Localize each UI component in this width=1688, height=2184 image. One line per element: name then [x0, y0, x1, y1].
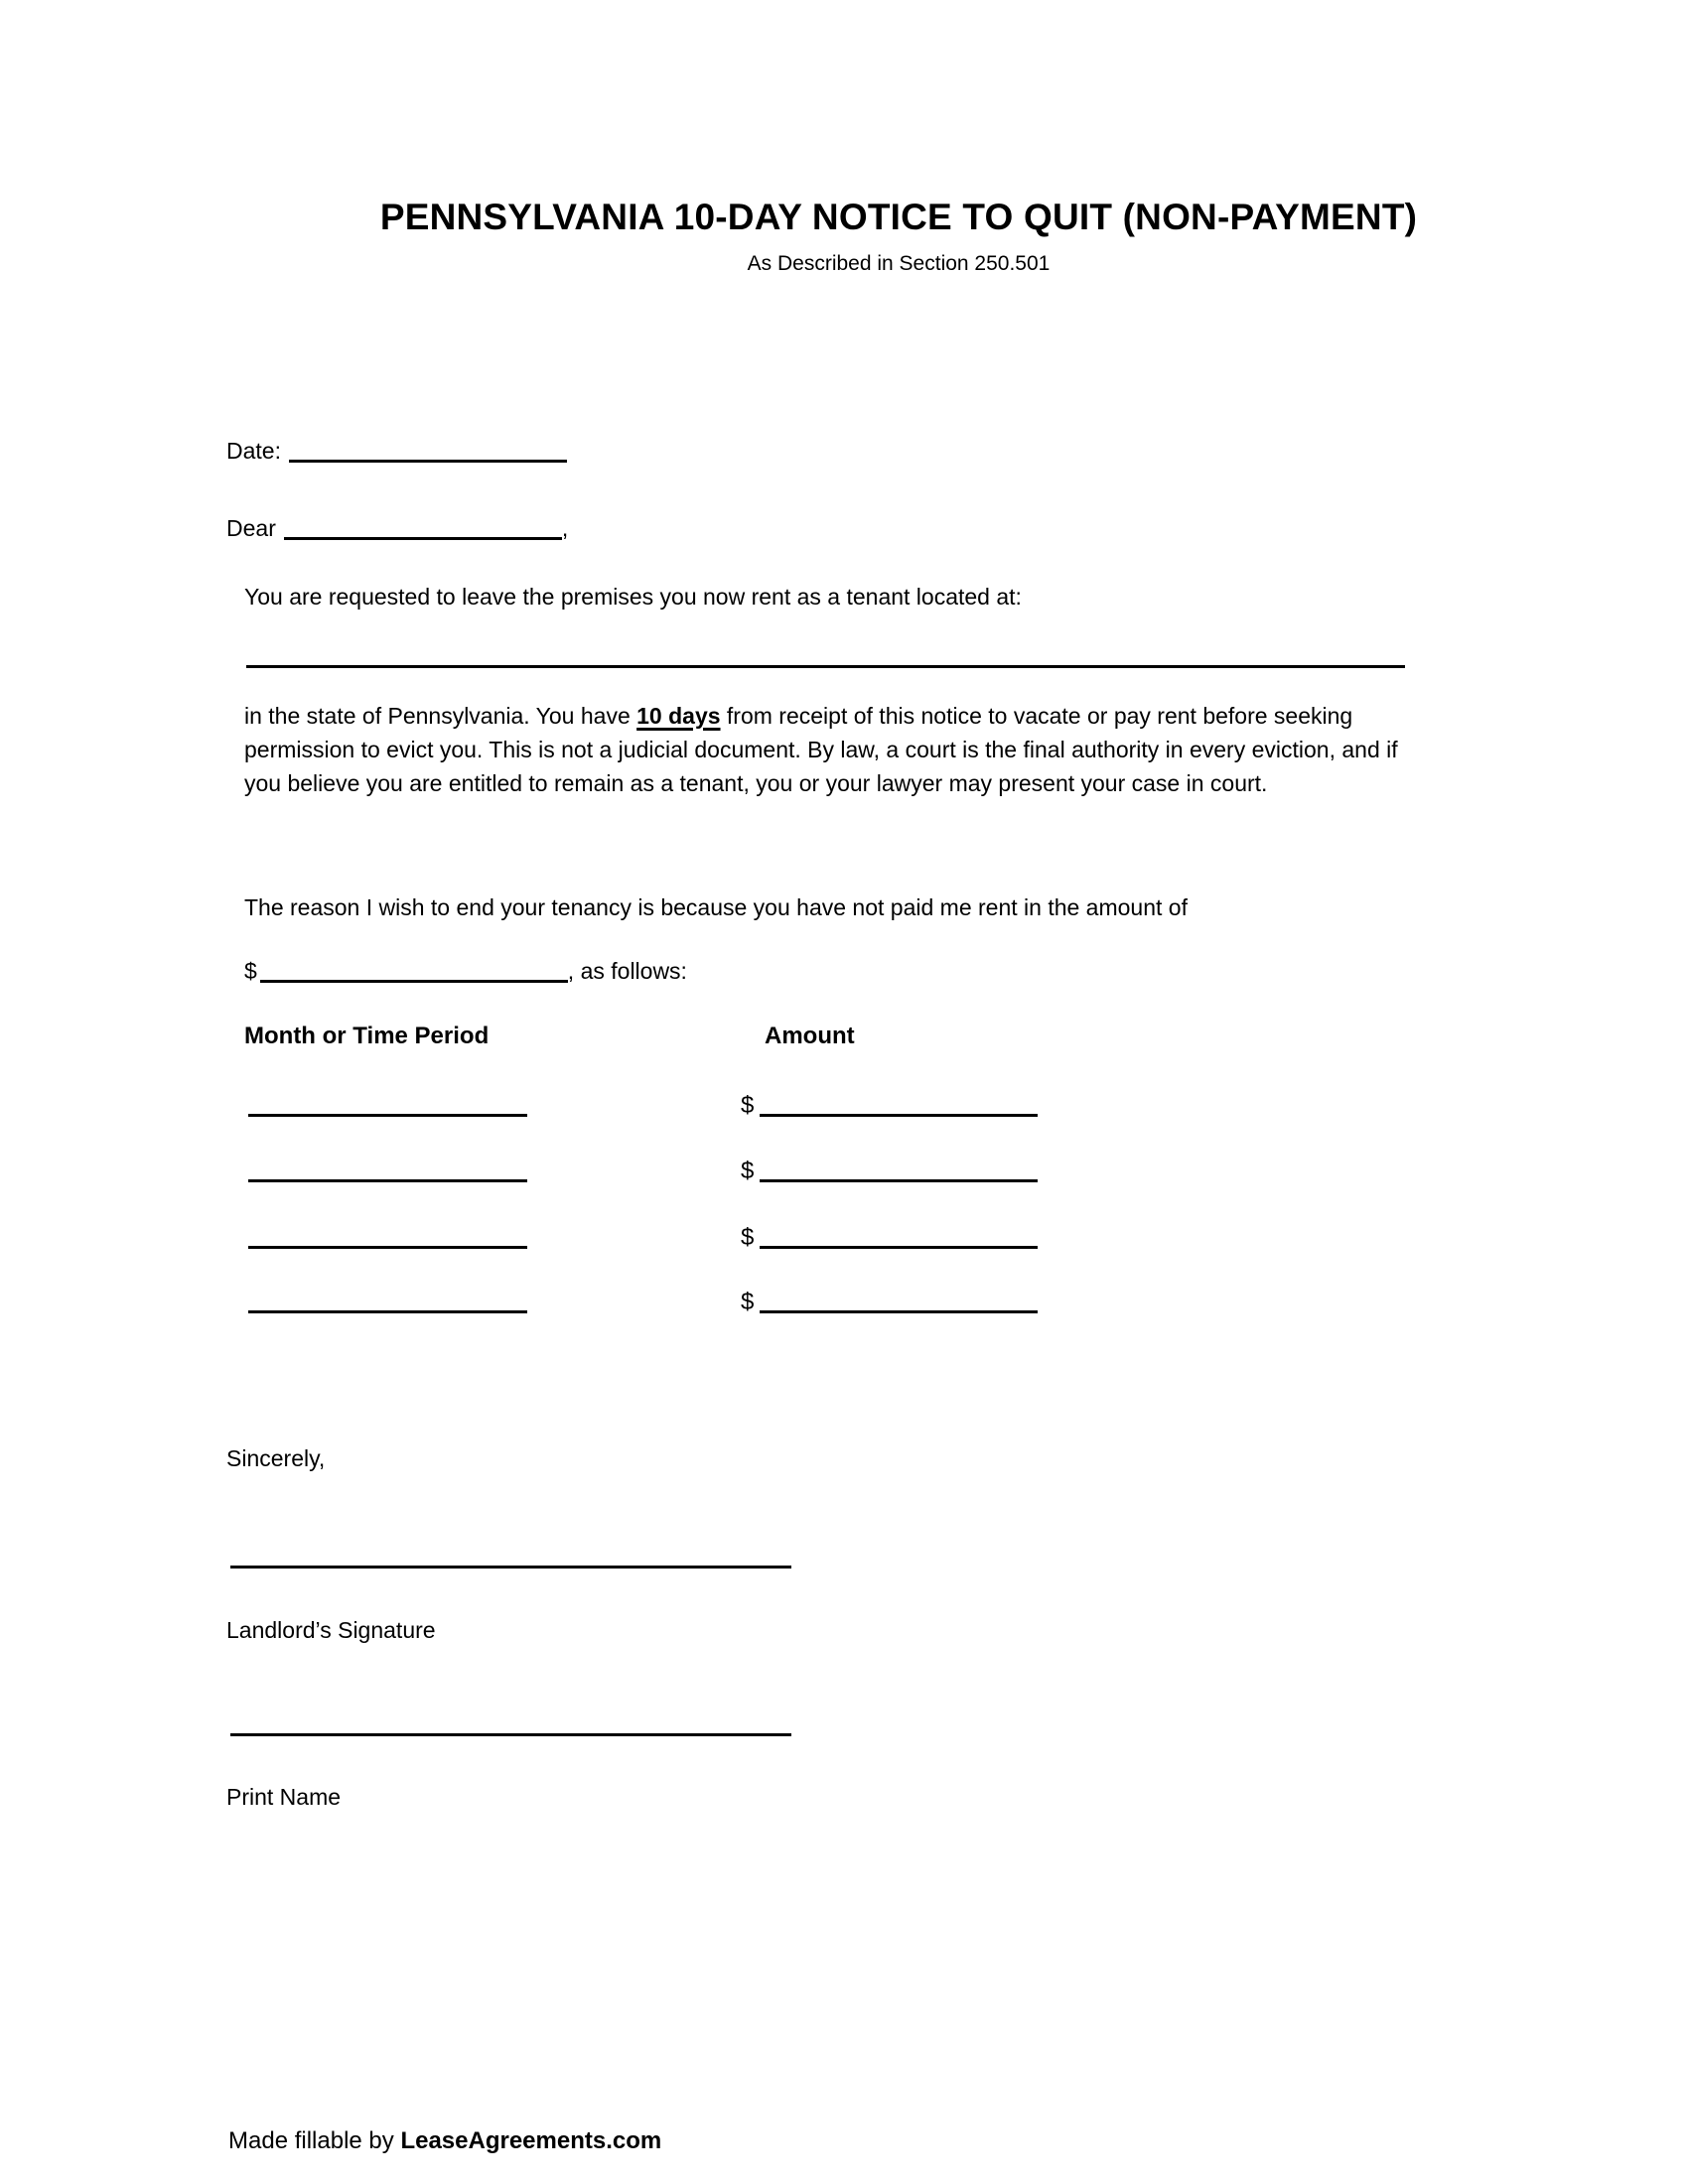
notice-text-post: from receipt of this notice to vacate or pay rent before seeking permission to evict you. This is not a judicial document. By law, a court is the final authority in every eviction, and if you believe you are entitled to remain as a tenant, you or your lawyer may present your case in court.	[244, 703, 1398, 796]
column-header-month: Month or Time Period	[244, 1023, 490, 1049]
dollar-sign: $	[741, 1224, 755, 1251]
dear-row	[226, 511, 568, 545]
amount-blank-1[interactable]	[760, 1114, 1038, 1117]
closing-text: Sincerely,	[226, 1445, 326, 1471]
table-row	[248, 1077, 1053, 1117]
footer	[228, 2127, 661, 2155]
month-blank-1[interactable]	[248, 1114, 527, 1117]
notice-text-pre: in the state of Pennsylvania. You have	[244, 703, 637, 729]
tenant-name-blank[interactable]	[284, 537, 562, 540]
intro-paragraph: You are requested to leave the premises you now rent as a tenant located at:	[244, 584, 1022, 610]
dear-label: Dear	[226, 515, 276, 541]
landlord-signature-blank[interactable]	[230, 1566, 791, 1569]
dollar-sign: $	[741, 1158, 755, 1184]
print-name-blank[interactable]	[230, 1733, 791, 1736]
month-blank-2[interactable]	[248, 1179, 527, 1182]
date-blank[interactable]	[289, 460, 567, 463]
document-title: PENNSYLVANIA 10-DAY NOTICE TO QUIT (NON-PAYMENT)	[379, 197, 1418, 237]
footer-prefix: Made fillable by	[228, 2127, 401, 2154]
amount-blank-3[interactable]	[760, 1246, 1038, 1249]
as-follows-suffix: , as follows:	[567, 958, 687, 984]
print-name-label: Print Name	[226, 1784, 342, 1810]
notice-paragraph	[244, 699, 1416, 800]
column-header-amount: Amount	[765, 1023, 855, 1049]
table-row	[248, 1143, 1053, 1182]
date-label: Date:	[226, 438, 281, 464]
amount-blank-2[interactable]	[760, 1179, 1038, 1182]
month-blank-3[interactable]	[248, 1246, 527, 1249]
premises-address-blank[interactable]	[246, 665, 1405, 668]
notice-ten-days: 10 days	[636, 703, 721, 729]
table-row	[248, 1274, 1053, 1313]
document-subtitle: As Described in Section 250.501	[747, 252, 1051, 275]
amount-blank-4[interactable]	[760, 1310, 1038, 1313]
dollar-sign: $	[244, 958, 257, 984]
dear-comma: ,	[561, 515, 569, 541]
footer-brand: LeaseAgreements.com	[400, 2127, 662, 2154]
reason-paragraph: The reason I wish to end your tenancy is because you have not paid me rent in the amount of	[244, 894, 1188, 920]
table-row	[248, 1209, 1053, 1249]
month-blank-4[interactable]	[248, 1310, 527, 1313]
landlord-signature-label: Landlord’s Signature	[226, 1617, 436, 1643]
total-amount-blank[interactable]	[260, 980, 568, 983]
dollar-sign: $	[741, 1092, 755, 1119]
date-row	[226, 434, 567, 468]
total-amount-row	[244, 954, 687, 988]
dollar-sign: $	[741, 1289, 755, 1315]
